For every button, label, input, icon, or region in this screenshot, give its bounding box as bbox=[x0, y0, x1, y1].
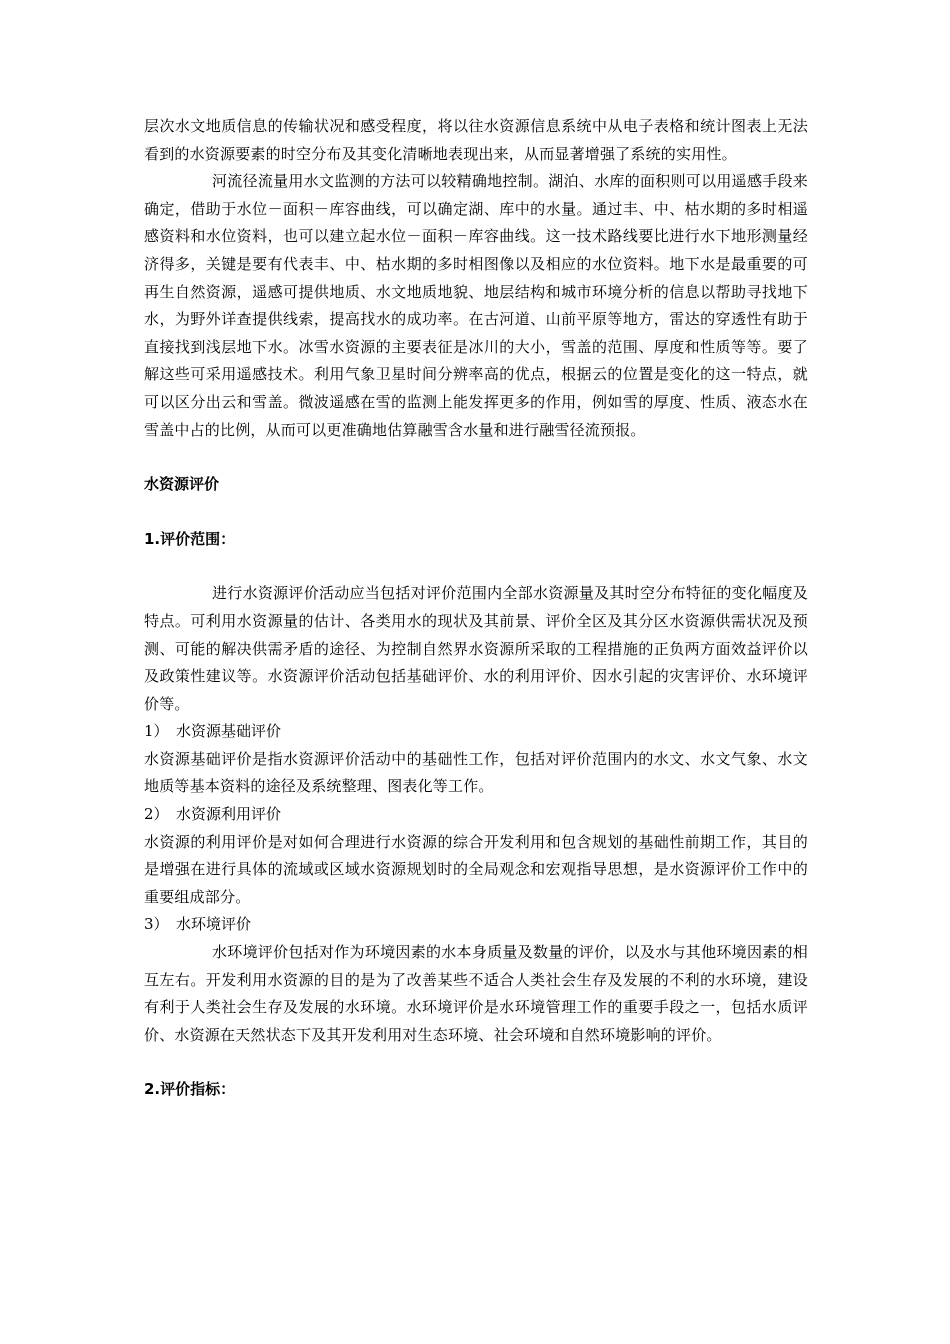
subsection-2-title: 2.评价指标： bbox=[144, 1080, 236, 1099]
list-item-text: 水资源的利用评价是对如何合理进行水资源的综合开发利用和包含规划的基础性前期工作，其目的是增强在进行具体的流域或区域水资源规划时的全局观念和宏观指导思想，是水资源评价工作中的重要组成部分。 bbox=[144, 832, 808, 906]
intro-paragraph: 层次水文地质信息的传输状况和感受程度，将以往水资源信息系统中从电子表格和统计图表上无法看到的水资源要素的时空分布及其变化清晰地表现出来，从而显著增强了系统的实用性。 bbox=[144, 117, 808, 163]
list-item-label bbox=[144, 801, 808, 829]
list-item-title: 水资源利用评价 bbox=[176, 805, 282, 824]
list-item-number: 3） bbox=[144, 915, 169, 934]
list-item-text: 水环境评价包括对作为环境因素的水本身质量及数量的评价，以及水与其他环境因素的相互左右。开发利用水资源的目的是为了改善某些不适合人类社会生存及发展的不利的水环境，建设有利于人类社会生存及发展的水环境。水环境评价是水环境管理工作的重要手段之一，包括水质评价、水资源在天然状态下及其开发利用对生态环境、社会环境和自然环境影响的评价。 bbox=[144, 943, 808, 1044]
list-item-number: 1） bbox=[144, 722, 169, 741]
runoff-paragraph: 河流径流量用水文监测的方法可以较精确地控制。湖泊、水库的面积则可以用遥感手段来确定，借助于水位－面积－库容曲线，可以确定湖、库中的水量。通过丰、中、枯水期的多时相遥感资料和水位资料，也可以建立起水位－面积－库容曲线。这一技术路线要比进行水下地形测量经济得多，关键是要有代表丰、中、枯水期的多时相图像以及相应的水位资料。地下水是最重要的可再生自然资源，遥感可提供地质、水文地质地貌、地层结构和城市环境分析的信息以帮助寻找地下水，为野外详查提供线索，提高找水的成功率。在古河道、山前平原等地方，雷达的穿透性有助于直接找到浅层地下水。冰雪水资源的主要表征是冰川的大小，雪盖的范围、厚度和性质等等。要了解这些可采用遥感技术。利用气象卫星时间分辨率高的优点，根据云的位置是变化的这一特点，就可以区分出云和雪盖。微波遥感在雪的监测上能发挥更多的作用，例如雪的厚度、性质、液态水在雪盖中占的比例，从而可以更准确地估算融雪含水量和进行融雪径流预报。 bbox=[144, 172, 808, 439]
document-page bbox=[144, 113, 808, 1104]
list-item-label bbox=[144, 911, 808, 939]
list-item-title: 水资源基础评价 bbox=[176, 722, 282, 741]
section-title: 水资源评价 bbox=[144, 475, 220, 494]
list-item-text: 水资源基础评价是指水资源评价活动中的基础性工作，包括对评价范围内的水文、水文气象、水文地质等基本资料的途径及系统整理、图表化等工作。 bbox=[144, 749, 808, 796]
scope-paragraph: 进行水资源评价活动应当包括对评价范围内全部水资源量及其时空分布特征的变化幅度及特点。可利用水资源量的估计、各类用水的现状及其前景、评价全区及其分区水资源供需状况及预测、可能的解决供需矛盾的途径、为控制自然界水资源所采取的工程措施的正负两方面效益评价以及政策性建议等。水资源评价活动包括基础评价、水的利用评价、因水引起的灾害评价、水环境评价等。 bbox=[144, 584, 808, 713]
list-item-label bbox=[144, 718, 808, 746]
list-item-number: 2） bbox=[144, 805, 169, 824]
list-item-title: 水环境评价 bbox=[176, 915, 252, 934]
subsection-1-title: 1.评价范围： bbox=[144, 529, 236, 548]
